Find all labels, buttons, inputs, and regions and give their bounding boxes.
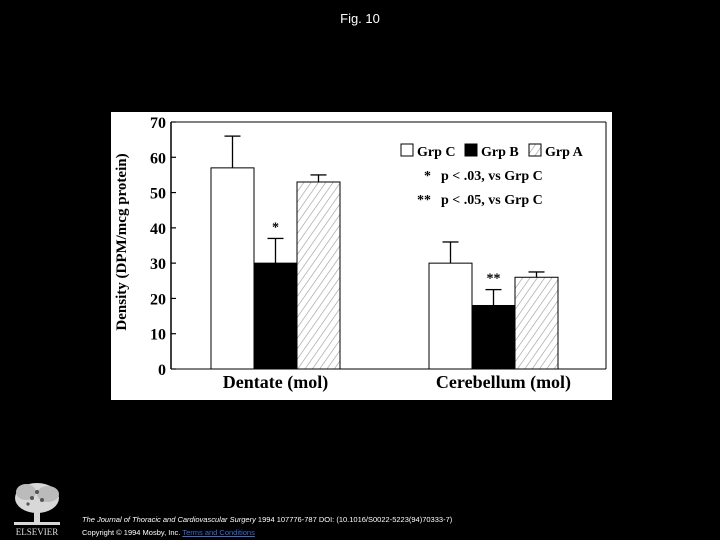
bar-grp-b-1 xyxy=(472,305,515,369)
legend-note-text: p < .03, vs Grp C xyxy=(441,169,543,184)
citation-details: 1994 107776-787 DOI: (10.1016/S0022-5223(94)70333-7) xyxy=(255,515,453,524)
terms-and-conditions-link[interactable]: Terms and Conditions xyxy=(182,528,255,537)
x-category-label: Cerebellum (mol) xyxy=(435,372,572,392)
elsevier-logo xyxy=(6,478,68,538)
bar-chart-panel xyxy=(111,112,612,400)
copyright-line xyxy=(82,528,255,537)
legend-swatch-grp-c xyxy=(401,144,413,156)
significance-marker: * xyxy=(272,220,279,236)
y-tick-label: 70 xyxy=(150,115,166,132)
legend-entry: Grp A xyxy=(545,145,583,160)
legend-entry: Grp B xyxy=(481,145,519,160)
logo-wordmark: ELSEVIER xyxy=(15,527,59,537)
significance-marker: ** xyxy=(486,271,501,287)
y-tick-label: 20 xyxy=(150,291,166,309)
bar-grp-a-0 xyxy=(297,182,340,369)
copyright-text: Copyright © 1994 Mosby, Inc. xyxy=(82,528,181,537)
legend-swatch-grp-b xyxy=(465,144,477,156)
y-tick-label: 40 xyxy=(150,220,166,238)
figure-title: Fig. 10 xyxy=(340,11,380,26)
bar-chart xyxy=(111,112,612,400)
legend-note-marker: * xyxy=(424,169,431,184)
y-tick-label: 0 xyxy=(158,362,166,379)
y-tick-label: 60 xyxy=(150,150,166,168)
bar-grp-c-1 xyxy=(429,263,472,369)
bar-grp-c-0 xyxy=(211,168,254,369)
journal-name: The Journal of Thoracic and Cardiovascular Surgery xyxy=(82,515,256,524)
citation-line xyxy=(82,515,452,524)
legend-entry: Grp C xyxy=(417,145,456,160)
bar-grp-b-0 xyxy=(254,263,297,369)
x-category-label: Dentate (mol) xyxy=(222,372,329,392)
y-tick-label: 30 xyxy=(150,256,166,274)
y-tick-label: 10 xyxy=(150,326,166,344)
bar-grp-a-1 xyxy=(515,277,558,369)
y-tick-label: 50 xyxy=(150,185,166,203)
legend-note-marker: ** xyxy=(417,193,431,208)
y-axis-label: Density (DPM/mcg protein) xyxy=(114,153,130,331)
legend-swatch-grp-a xyxy=(529,144,541,156)
legend-note-text: p < .05, vs Grp C xyxy=(441,193,543,208)
